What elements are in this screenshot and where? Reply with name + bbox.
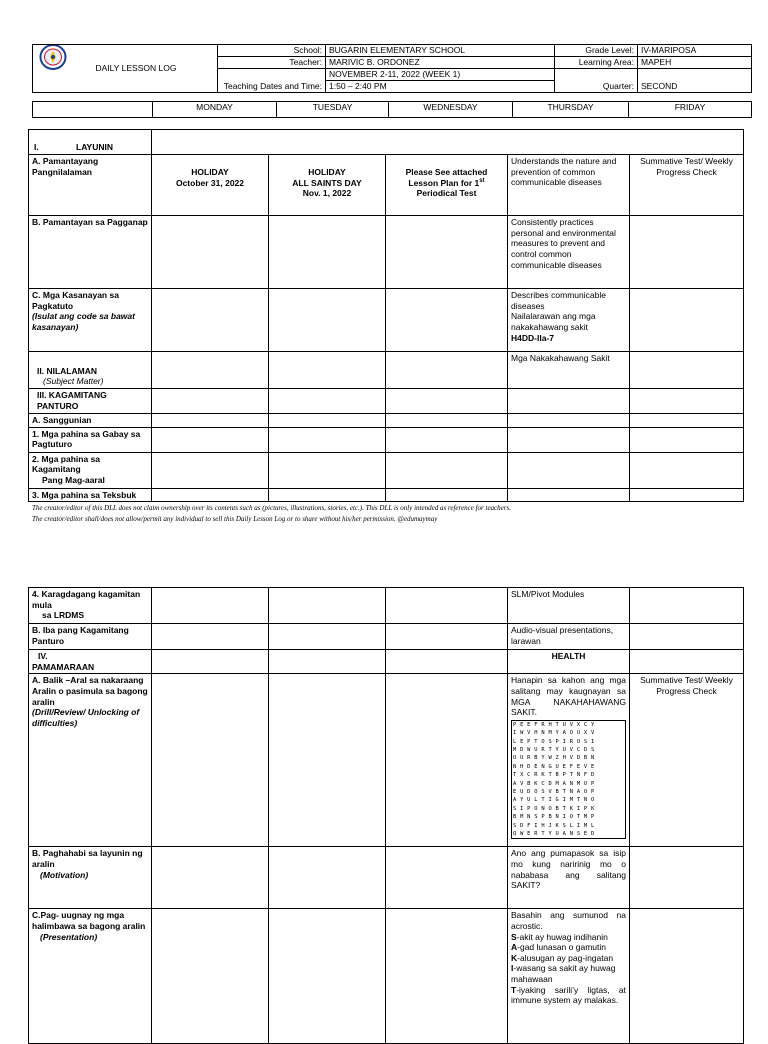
kagamitang-label-line1: 2. Mga pahina sa Kagamitang — [32, 453, 101, 475]
quarter-label: Quarter: — [555, 69, 638, 93]
cell-blank — [508, 452, 630, 488]
cell-blank — [386, 427, 508, 452]
cell-blank — [152, 624, 269, 650]
word-search-row: M D W U R T Y U V C D S — [513, 746, 595, 753]
acrostic-text: -akit ay huwag indihanin — [516, 931, 608, 942]
lrdms-label-line2: sa LRDMS — [42, 610, 85, 621]
word-search-row: A Y U L T I G I M T N O — [513, 797, 595, 804]
cell-blank — [386, 488, 508, 502]
word-search-grid — [511, 720, 626, 840]
school-value: BUGARIN ELEMENTARY SCHOOL — [326, 45, 555, 57]
acrostic-text: -gad lunasan o gamutin — [517, 942, 606, 953]
kasanayan-thursday-line2: Nailalarawan ang mga nakakahawang sakit — [511, 311, 596, 332]
kasanayan-code: H4DD-IIa-7 — [511, 332, 554, 343]
cell-blank — [508, 414, 630, 428]
monday-holiday-line2: October 31, 2022 — [175, 177, 245, 188]
cell-blank — [630, 624, 744, 650]
tuesday-holiday-line1: HOLIDAY — [308, 167, 346, 177]
cell-blank — [269, 216, 386, 289]
kagamitang-panturo-label: III. KAGAMITANG PANTURO — [29, 389, 152, 414]
acrostic-text: -wasang sa sakit ay huwag mahawaan — [511, 963, 616, 984]
cell-blank — [630, 847, 744, 909]
cell-blank — [386, 352, 508, 389]
wednesday-line2 — [389, 178, 504, 189]
layunin-heading — [29, 130, 152, 155]
cell-blank — [386, 847, 508, 909]
cell-blank — [269, 427, 386, 452]
cell-blank — [269, 352, 386, 389]
paghahabi-label-main: B. Paghahabi sa layunin ng aralin — [32, 848, 143, 869]
acrostic-letter: A — [511, 942, 518, 953]
pamantayang-pangnilalaman-thursday: Understands the nature and prevention of common communicable diseases — [508, 155, 630, 216]
days-blank-cell — [33, 102, 153, 118]
days-header-table — [32, 101, 752, 118]
cell-blank — [508, 389, 630, 414]
pamantayan-sa-pagganap-thursday: Consistently practices personal and environmental measures to prevent and control common communicable diseases — [508, 216, 630, 289]
teacher-value: MARIVIC B. ORDONEZ — [326, 57, 555, 69]
word-search-row: L E P T O S P I R O S I — [513, 738, 595, 745]
cell-blank — [269, 650, 386, 674]
acrostic-letter: K — [511, 952, 518, 963]
word-search-row: Q W E R T Y U A N S E D — [513, 831, 595, 838]
acrostic-text: -iyaking sarili’y ligtas, at immune system ay malakas. — [511, 984, 626, 1006]
word-search-row: B M N S P B N I O T M P — [513, 814, 595, 821]
cell-blank — [269, 452, 386, 488]
word-search-row: A V B K C D M A N M O P — [513, 780, 595, 787]
cell-blank — [386, 674, 508, 847]
lrdms-label-line1: 4. Karagdagang kagamitan mula — [32, 589, 141, 610]
paghahabi-label-sub: (Motivation) — [40, 869, 89, 880]
tuesday-holiday-line3: Nov. 1, 2022 — [302, 188, 352, 199]
day-friday: FRIDAY — [629, 102, 752, 118]
monday-holiday — [152, 155, 269, 216]
cell-blank — [386, 289, 508, 352]
cell-blank — [269, 847, 386, 909]
nilalaman-label-sub: (Subject Matter) — [43, 376, 104, 387]
header-table — [32, 44, 752, 93]
cell-blank — [152, 452, 269, 488]
sanggunian-label: A. Sanggunian — [29, 414, 152, 428]
iba-pang-kagamitan-label: B. Iba pang Kagamitang Panturo — [29, 624, 152, 650]
acrostic-line-s — [511, 932, 626, 943]
iba-pang-kagamitan-thursday: Audio-visual presentations, larawan — [508, 624, 630, 650]
cell-blank — [152, 414, 269, 428]
cell-blank — [630, 389, 744, 414]
health-heading: HEALTH — [508, 650, 630, 674]
cell-blank — [152, 427, 269, 452]
nilalaman-label-main: II. NILALAMAN — [37, 365, 97, 376]
cell-blank — [152, 389, 269, 414]
acrostic-line-k — [511, 953, 626, 964]
cell-blank — [269, 488, 386, 502]
cell-blank — [152, 847, 269, 909]
kagamitang-pang-mag-aaral-label — [29, 452, 152, 488]
quarter-value: SECOND — [638, 69, 752, 93]
balik-aral-label — [29, 674, 152, 847]
acrostic-letter: T — [511, 984, 517, 995]
pag-uugnay-label-sub: (Presentation) — [40, 931, 98, 942]
wednesday-line2-text: Lesson Plan for 1 — [408, 177, 480, 188]
layunin-label: LAYUNIN — [76, 142, 113, 153]
acrostic-letter: S — [511, 931, 517, 942]
cell-blank — [152, 488, 269, 502]
wednesday-line2-sup: st — [479, 177, 485, 184]
acrostic-line-t — [511, 985, 626, 1006]
lrdms-label — [29, 588, 152, 624]
acrostic-line-i — [511, 963, 626, 984]
cell-blank — [386, 216, 508, 289]
word-search-row: E U D O S V B T N A O P — [513, 789, 595, 795]
cell-blank — [152, 674, 269, 847]
day-tuesday: TUESDAY — [277, 102, 389, 118]
cell-blank — [630, 452, 744, 488]
pamantayang-pangnilalaman-friday: Summative Test/ Weekly Progress Check — [630, 155, 744, 216]
day-monday: MONDAY — [153, 102, 277, 118]
monday-holiday-line1: HOLIDAY — [191, 167, 229, 177]
nilalaman-thursday: Mga Nakakahawang Sakit — [508, 352, 630, 389]
wednesday-line3: Periodical Test — [416, 188, 477, 199]
time-value: 1:50 – 2:40 PM — [326, 81, 555, 93]
cell-blank — [630, 588, 744, 624]
layunin-blank — [152, 130, 744, 155]
pamamaraan-label: PAMAMARAAN — [32, 661, 95, 672]
cell-blank — [269, 389, 386, 414]
word-search-row: P E E F R H T U V X C Y — [513, 721, 595, 728]
word-search-row: I W V H N M Y A O U X V — [513, 730, 595, 737]
pamamaraan-num: IV. — [38, 651, 48, 661]
cell-blank — [152, 588, 269, 624]
balik-aral-label-sub: (Drill/Review/ Unlocking of difficulties) — [32, 707, 140, 728]
acrostic-text: -alusugan ay pag-ingatan — [517, 952, 614, 963]
word-search-row: O U R B Y W Z H V D B N — [513, 755, 595, 762]
word-search-row: S I P O N O B T K I P K — [513, 805, 595, 812]
kasanayan-label-sub: (Isulat ang code sa bawat kasanayan) — [32, 311, 135, 332]
paghahabi-label — [29, 847, 152, 909]
dates-label: Teaching Dates and Time: — [218, 69, 326, 93]
cell-blank — [630, 289, 744, 352]
dll-title: DAILY LESSON LOG — [95, 63, 177, 74]
disclaimer-line1: The creator/editor of this DLL does not claim ownership over its contents such as (pictures, illustrations, stories, etc.). This DLL is only intended as reference for teachers. — [32, 504, 511, 512]
cell-blank — [269, 289, 386, 352]
kasanayan-thursday — [508, 289, 630, 352]
cell-blank — [630, 414, 744, 428]
cell-blank — [386, 389, 508, 414]
pag-uugnay-label-main: C.Pag- uugnay ng mga halimbawa sa bagong aralin — [32, 910, 146, 931]
teksbuk-label: 3. Mga pahina sa Teksbuk — [29, 488, 152, 502]
balik-aral-thursday — [508, 674, 630, 847]
wednesday-lesson-plan — [386, 155, 508, 216]
grade-value: IV-MARIPOSA — [638, 45, 752, 57]
kagamitang-label-line2: Pang Mag-aaral — [42, 474, 105, 485]
cell-blank — [508, 488, 630, 502]
acrostic-letter: I — [511, 963, 514, 974]
wednesday-line1: Please See attached — [405, 167, 488, 177]
school-label: School: — [218, 45, 326, 57]
pamamaraan-heading — [29, 650, 152, 674]
cell-blank — [269, 414, 386, 428]
cell-blank — [386, 588, 508, 624]
nilalaman-label — [29, 352, 152, 389]
acrostic-intro: Basahin ang sumunod na acrostic. — [511, 910, 626, 931]
lesson-table-page1 — [28, 129, 744, 502]
pamantayang-pangnilalaman-label: A. Pamantayang Pangnilalaman — [29, 155, 152, 216]
lrdms-thursday: SLM/Pivot Modules — [508, 588, 630, 624]
word-search-row: T X C R K T B P T N F D — [513, 772, 595, 779]
tuesday-holiday-line2: ALL SAINTS DAY — [292, 177, 362, 188]
word-search-row: N H D E N G U E F E V E — [513, 763, 595, 770]
kasanayan-thursday-line1: Describes communicable diseases — [511, 290, 606, 311]
balik-aral-friday: Summative Test/ Weekly Progress Check — [630, 674, 744, 847]
grade-label: Grade Level: — [555, 45, 638, 57]
cell-blank — [269, 674, 386, 847]
dates-value: NOVEMBER 2-11, 2022 (WEEK 1) — [326, 69, 555, 81]
kasanayan-label-main: C. Mga Kasanayan sa Pagkatuto — [32, 290, 119, 311]
gabay-sa-pagtuturo-label: 1. Mga pahina sa Gabay sa Pagtuturo — [29, 427, 152, 452]
cell-blank — [630, 488, 744, 502]
balik-aral-instruction: Hanapin sa kahon ang mga salitang may kaugnayan sa MGA NAKAHAHAWANG SAKIT. — [511, 675, 626, 718]
teacher-label: Teacher: — [218, 57, 326, 69]
day-wednesday: WEDNESDAY — [389, 102, 513, 118]
word-search-row: S D F I H J K S L I M L — [513, 822, 595, 829]
dll-title-cell — [33, 45, 218, 93]
cell-blank — [386, 414, 508, 428]
area-value: MAPEH — [638, 57, 752, 69]
cell-blank — [269, 624, 386, 650]
cell-blank — [152, 352, 269, 389]
area-label: Learning Area: — [555, 57, 638, 69]
cell-blank — [386, 650, 508, 674]
cell-blank — [630, 352, 744, 389]
lesson-table-page2 — [28, 587, 744, 1044]
cell-blank — [152, 650, 269, 674]
cell-blank — [508, 427, 630, 452]
cell-blank — [630, 427, 744, 452]
tuesday-holiday — [269, 155, 386, 216]
day-thursday: THURSDAY — [513, 102, 629, 118]
balik-aral-label-main: A. Balik –Aral sa nakaraang Aralin o pasimula sa bagong aralin — [32, 675, 148, 707]
cell-blank — [152, 216, 269, 289]
cell-blank — [630, 650, 744, 674]
kasanayan-label — [29, 289, 152, 352]
cell-blank — [630, 216, 744, 289]
cell-blank — [386, 452, 508, 488]
disclaimer-line2: The creator/editor shall/does not allow/permit any individual to sell this Daily Lesson Log or to share without his/her permission. @edumaymay — [32, 515, 438, 523]
cell-blank — [269, 588, 386, 624]
acrostic-line-a — [511, 942, 626, 953]
cell-blank — [152, 289, 269, 352]
cell-blank — [386, 624, 508, 650]
paghahabi-thursday: Ano ang pumapasok sa isip mo kung naririnig mo o nababasa ang salitang SAKIT? — [508, 847, 630, 909]
layunin-num: I. — [34, 142, 39, 153]
pamantayan-sa-pagganap-label: B. Pamantayan sa Pagganap — [29, 216, 152, 289]
